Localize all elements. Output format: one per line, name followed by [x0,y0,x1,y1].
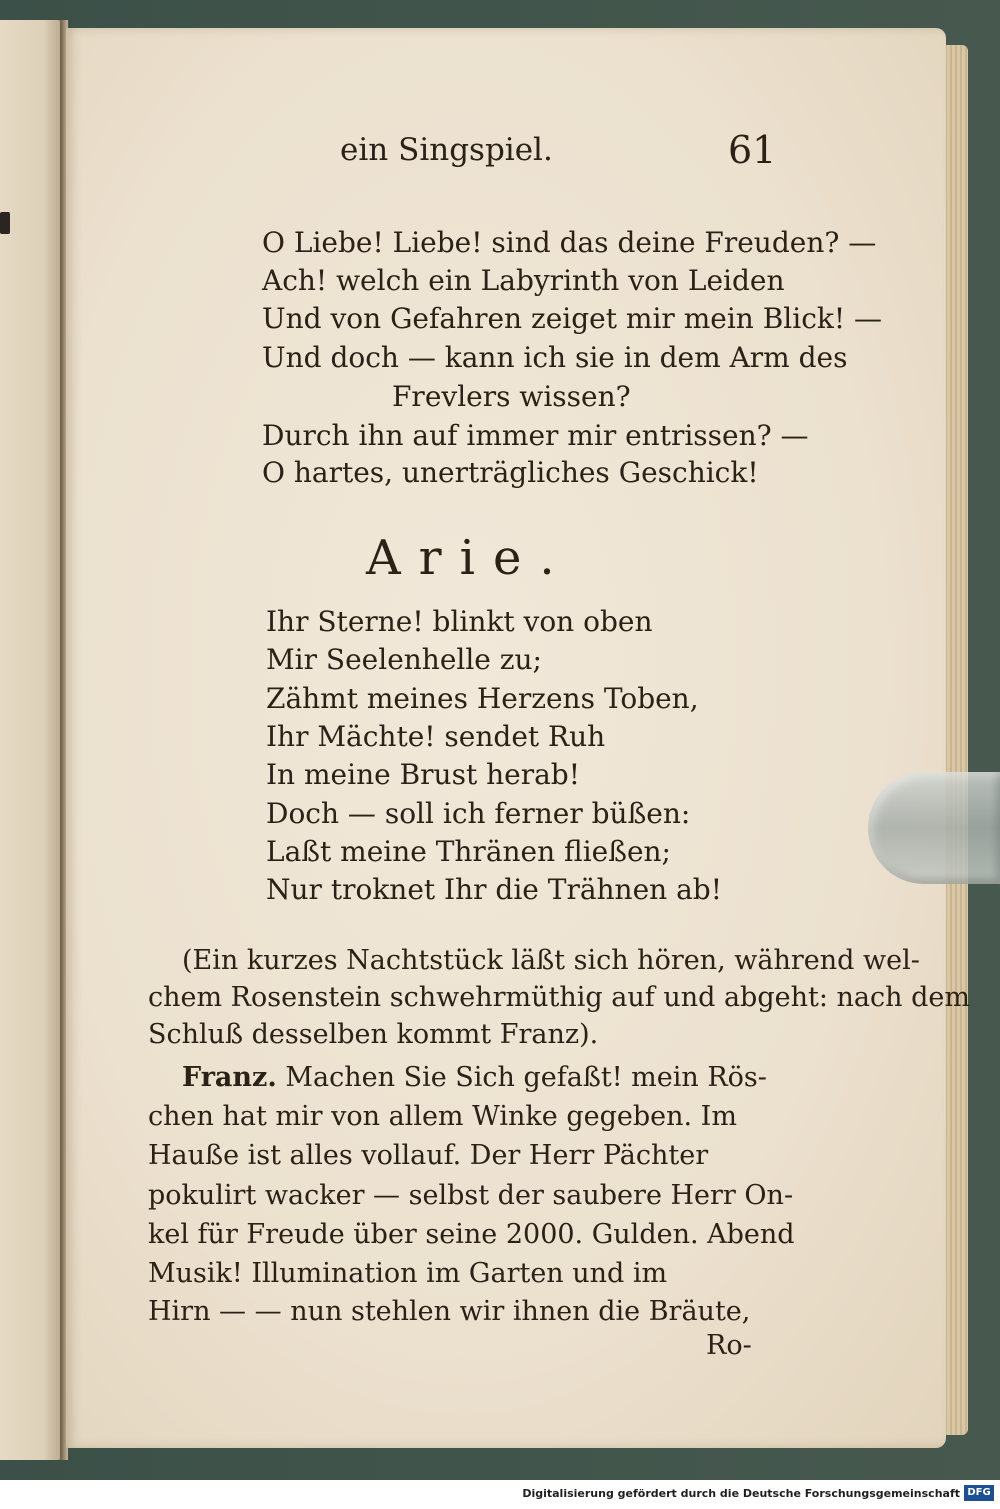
verse-line: Und doch — kann ich sie in dem Arm des [262,341,848,374]
verse-line: Durch ihn auf immer mir entrissen? — [262,419,809,452]
dialogue-line: pokulirt wacker — selbst der saubere Herr On- [148,1180,794,1211]
aria-line: Doch — soll ich ferner büßen: [266,797,691,830]
running-header: ein Singspiel. [340,132,553,168]
aria-line: Zähmt meines Herzens Toben, [266,682,699,715]
aria-line: Ihr Mächte! sendet Ruh [266,720,606,753]
facing-page-edge [0,20,62,1460]
page-number: 61 [728,128,777,172]
dfg-logo: DFG [964,1485,994,1501]
aria-line: Ihr Sterne! blinkt von oben [266,605,653,638]
stage-direction-line: (Ein kurzes Nachtstück läßt sich hören, während wel- [182,945,920,976]
aria-line: Laßt meine Thränen fließen; [266,835,671,868]
aria-line: Nur troknet Ihr die Trähnen ab! [266,873,722,906]
dialogue-line: Musik! Illumination im Garten und im [148,1258,668,1289]
catchword: Ro- [706,1330,752,1361]
aria-heading: Arie. [366,530,573,586]
aria-line: Mir Seelenhelle zu; [266,643,542,676]
footer-bar [0,1480,1000,1509]
verse-line: Ach! welch ein Labyrinth von Leiden [262,264,785,297]
page-clip [868,772,1000,884]
stage-direction-line: chem Rosenstein schwehrmüthig auf und abgeht: nach dem [148,982,970,1013]
dialogue-line: chen hat mir von allem Winke gegeben. Im [148,1101,737,1132]
aria-line: In meine Brust herab! [266,758,580,791]
stage-direction-line: Schluß desselben kommt Franz). [148,1019,599,1050]
verse-line: Frevlers wissen? [392,380,631,413]
funding-credit: Digitalisierung gefördert durch die Deutsche Forschungsgemeinschaft [522,1487,960,1500]
verse-line: Und von Gefahren zeiget mir mein Blick! — [262,302,882,335]
verse-line: O Liebe! Liebe! sind das deine Freuden? — [262,226,877,259]
facing-page-mark [0,212,10,234]
dialogue-line: Hirn — — nun stehlen wir ihnen die Bräute, [148,1296,751,1327]
dialogue-line [182,1062,767,1093]
dialogue-line: Hauße ist alles vollauf. Der Herr Pächter [148,1140,709,1171]
verse-line: O hartes, unerträgliches Geschick! [262,456,759,489]
dialogue-text: Machen Sie Sich gefaßt! mein Rös- [276,1062,767,1093]
dialogue-line: kel für Freude über seine 2000. Gulden. Abend [148,1219,795,1250]
speaker-name: Franz. [182,1062,277,1093]
